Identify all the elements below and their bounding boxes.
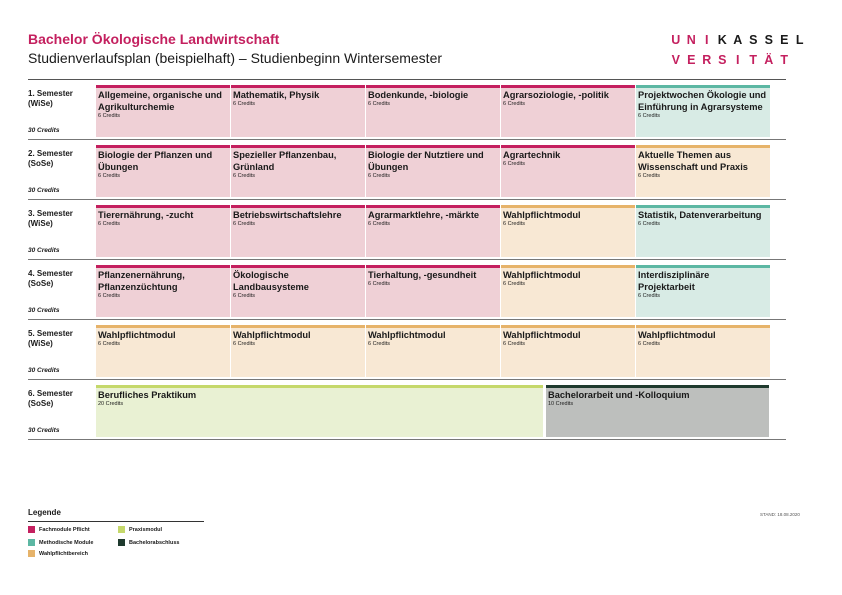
module-category-bar [366, 145, 500, 148]
module-card [501, 205, 635, 257]
module-category-bar [636, 205, 770, 208]
module-category-bar [96, 265, 230, 268]
semester-number: 1. Semester [28, 89, 73, 98]
semester-term: (WiSe) [28, 339, 53, 348]
logo-letter: T [780, 53, 789, 67]
module-name: Biologie der Nutztiere und Übungen [368, 150, 484, 172]
logo-letter: Ä [764, 53, 774, 67]
module-name: Wahlpflichtmodul [503, 210, 581, 220]
module-card [96, 205, 230, 257]
module-category-bar [96, 325, 230, 328]
module-name: Agrarsoziologie, -politik [503, 90, 609, 100]
module-card [366, 85, 500, 137]
module-name: Statistik, Datenverarbeitung [638, 210, 762, 220]
logo-letter: N [686, 33, 696, 47]
legend-swatch [118, 539, 125, 546]
semester-term: (SoSe) [28, 159, 54, 168]
module-credits: 6 Credits [503, 221, 526, 227]
module-name: Agrartechnik [503, 150, 561, 160]
logo-letter: S [764, 33, 773, 47]
module-card [96, 385, 543, 437]
row-divider [28, 259, 786, 260]
university-logo [668, 30, 818, 70]
semester-term: (SoSe) [28, 279, 54, 288]
module-name: Pflanzenernährung, Pflanzenzüchtung [98, 270, 185, 292]
semester-credits: 30 Credits [28, 127, 60, 134]
module-credits: 20 Credits [98, 401, 124, 407]
logo-letter: L [795, 33, 804, 47]
legend-item [28, 526, 90, 533]
legend-swatch [28, 550, 35, 557]
module-credits: 6 Credits [638, 221, 661, 227]
module-category-bar [366, 265, 500, 268]
module-category-bar [501, 325, 635, 328]
module-card [231, 145, 365, 197]
module-card [366, 265, 500, 317]
legend-label: Fachmodule Pflicht [39, 526, 90, 533]
legend-swatch [28, 526, 35, 533]
module-name: Tierernährung, -zucht [98, 210, 194, 220]
legend-item [118, 526, 162, 533]
module-category-bar [501, 205, 635, 208]
module-card [96, 145, 230, 197]
module-name: Allgemeine, organische und Agrikulturchemie [98, 90, 222, 112]
semester-number: 5. Semester [28, 329, 73, 338]
module-name: Interdisziplinäre Projektarbeit [638, 270, 710, 292]
row-divider [28, 439, 786, 440]
logo-row-1 [668, 30, 818, 50]
module-category-bar [366, 85, 500, 88]
module-credits: 6 Credits [368, 341, 391, 347]
logo-letter: E [780, 33, 789, 47]
module-category-bar [501, 85, 635, 88]
module-name: Wahlpflichtmodul [98, 330, 176, 340]
logo-letter: I [705, 33, 709, 47]
module-name: Wahlpflichtmodul [503, 330, 581, 340]
page-subtitle: Studienverlaufsplan (beispielhaft) – Studienbeginn Wintersemester [28, 50, 443, 66]
page-title: Bachelor Ökologische Landwirtschaft [28, 31, 280, 47]
module-category-bar [636, 145, 770, 148]
module-credits: 6 Credits [98, 173, 121, 179]
module-card [636, 325, 770, 377]
module-card [231, 265, 365, 317]
module-category-bar [636, 325, 770, 328]
logo-letter: S [718, 53, 727, 67]
module-card [546, 385, 769, 437]
legend-label: Praxismodul [129, 526, 163, 533]
semester-credits: 30 Credits [28, 427, 60, 434]
module-category-bar [231, 85, 365, 88]
module-card [501, 325, 635, 377]
module-category-bar [231, 145, 365, 148]
semester-credits: 30 Credits [28, 307, 60, 314]
module-name: Tierhaltung, -gesundheit [368, 270, 477, 280]
legend-item [28, 550, 88, 557]
module-credits: 6 Credits [638, 173, 661, 179]
semester-credits: 30 Credits [28, 367, 60, 374]
row-divider [28, 379, 786, 380]
module-credits: 6 Credits [233, 341, 256, 347]
module-name: Betriebswirtschaftslehre [233, 210, 342, 220]
module-card [366, 205, 500, 257]
module-card [231, 85, 365, 137]
legend-label: Wahlpflichtbereich [39, 550, 88, 557]
logo-row-2 [668, 50, 818, 70]
module-card [501, 145, 635, 197]
logo-letter: I [736, 53, 740, 67]
module-name: Bodenkunde, -biologie [368, 90, 469, 100]
module-name: Ökologische Landbausysteme [233, 270, 309, 292]
semester-label [28, 149, 73, 169]
module-credits: 6 Credits [503, 281, 526, 287]
module-card [501, 265, 635, 317]
module-name: Wahlpflichtmodul [638, 330, 716, 340]
legend-title: Legende [28, 508, 61, 517]
semester-term: (WiSe) [28, 99, 53, 108]
row-divider [28, 139, 786, 140]
module-credits: 6 Credits [368, 101, 391, 107]
legend-divider [28, 521, 204, 522]
legend-label: Bachelorabschluss [129, 539, 180, 546]
semester-number: 2. Semester [28, 149, 73, 158]
module-credits: 6 Credits [638, 113, 661, 119]
legend-swatch [118, 526, 125, 533]
module-category-bar [636, 265, 770, 268]
semester-label [28, 209, 73, 229]
module-category-bar [366, 325, 500, 328]
module-category-bar [231, 205, 365, 208]
logo-letter: R [702, 53, 712, 67]
module-category-bar [501, 145, 635, 148]
legend-label: Methodische Module [39, 539, 94, 546]
module-category-bar [546, 385, 769, 388]
semester-label [28, 89, 73, 109]
module-category-bar [636, 85, 770, 88]
module-card [636, 85, 770, 137]
logo-letter: T [749, 53, 758, 67]
module-category-bar [96, 145, 230, 148]
module-credits: 10 Credits [548, 401, 574, 407]
module-name: Biologie der Pflanzen und Übungen [98, 150, 213, 172]
header-divider [28, 79, 786, 80]
semester-label [28, 329, 73, 349]
module-card [636, 145, 770, 197]
module-category-bar [501, 265, 635, 268]
module-credits: 6 Credits [368, 173, 391, 179]
module-category-bar [366, 205, 500, 208]
module-credits: 6 Credits [638, 341, 661, 347]
semester-number: 6. Semester [28, 389, 73, 398]
module-credits: 6 Credits [368, 281, 391, 287]
module-credits: 6 Credits [98, 341, 121, 347]
module-card [636, 265, 770, 317]
module-category-bar [96, 205, 230, 208]
semester-number: 3. Semester [28, 209, 73, 218]
module-name: Wahlpflichtmodul [233, 330, 311, 340]
legend-item [28, 539, 93, 546]
module-credits: 6 Credits [368, 221, 391, 227]
module-card [366, 145, 500, 197]
semester-number: 4. Semester [28, 269, 73, 278]
module-name: Berufliches Praktikum [98, 390, 197, 400]
module-credits: 6 Credits [98, 221, 121, 227]
logo-letter: V [671, 53, 680, 67]
stand-date: STAND: 18.08.2020 [760, 512, 800, 517]
module-name: Spezieller Pflanzenbau, Grünland [233, 150, 337, 172]
semester-credits: 30 Credits [28, 187, 60, 194]
module-card [96, 265, 230, 317]
module-card [96, 325, 230, 377]
module-category-bar [96, 385, 543, 388]
module-credits: 6 Credits [98, 113, 121, 119]
module-name: Agrarmarktlehre, -märkte [368, 210, 480, 220]
logo-letter: E [687, 53, 696, 67]
module-name: Projektwochen Ökologie und Einführung in Agrarsysteme [638, 90, 767, 112]
module-name: Wahlpflichtmodul [503, 270, 581, 280]
module-card [231, 325, 365, 377]
semester-term: (WiSe) [28, 219, 53, 228]
legend-swatch [28, 539, 35, 546]
logo-letter: K [717, 33, 727, 47]
logo-letter: S [749, 33, 758, 47]
row-divider [28, 199, 786, 200]
module-name: Wahlpflichtmodul [368, 330, 446, 340]
module-credits: 6 Credits [503, 101, 526, 107]
module-card [96, 85, 230, 137]
module-name: Mathematik, Physik [233, 90, 320, 100]
module-card [501, 85, 635, 137]
module-credits: 6 Credits [503, 161, 526, 167]
row-divider [28, 319, 786, 320]
module-card [636, 205, 770, 257]
legend-item [118, 539, 179, 546]
module-category-bar [96, 85, 230, 88]
module-credits: 6 Credits [98, 293, 121, 299]
module-credits: 6 Credits [233, 173, 256, 179]
module-credits: 6 Credits [638, 293, 661, 299]
module-card [231, 205, 365, 257]
semester-label [28, 389, 73, 409]
module-category-bar [231, 265, 365, 268]
module-credits: 6 Credits [503, 341, 526, 347]
module-card [366, 325, 500, 377]
module-credits: 6 Credits [233, 293, 256, 299]
module-name: Aktuelle Themen aus Wissenschaft und Praxis [638, 150, 748, 172]
semester-credits: 30 Credits [28, 247, 60, 254]
semester-term: (SoSe) [28, 399, 54, 408]
logo-letter: U [671, 33, 681, 47]
module-credits: 6 Credits [233, 101, 256, 107]
semester-label [28, 269, 73, 289]
module-category-bar [231, 325, 365, 328]
logo-letter: A [733, 33, 743, 47]
module-name: Bachelorarbeit und -Kolloquium [548, 390, 690, 400]
module-credits: 6 Credits [233, 221, 256, 227]
